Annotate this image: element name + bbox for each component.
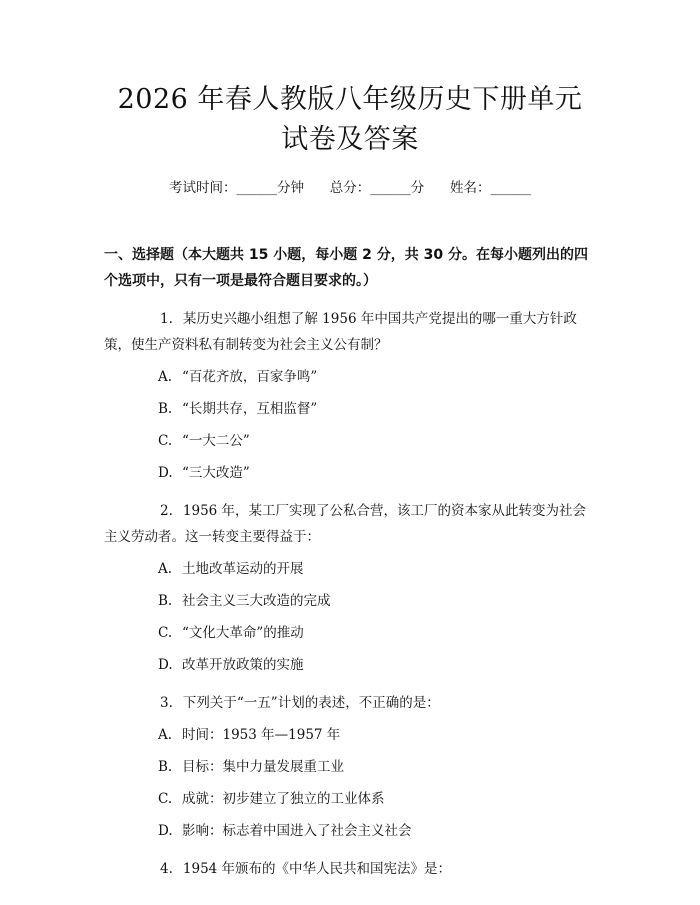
question-4 bbox=[104, 856, 596, 882]
question-2 bbox=[104, 498, 596, 678]
option-letter: B. bbox=[158, 593, 173, 609]
option-letter: C. bbox=[158, 625, 173, 641]
option-d bbox=[104, 652, 596, 678]
option-text: “文化大革命”的推动 bbox=[182, 625, 304, 641]
question-number: 3. bbox=[160, 695, 173, 711]
option-text: 影响：标志着中国进入了社会主义社会 bbox=[182, 823, 412, 839]
option-c bbox=[104, 620, 596, 646]
option-list bbox=[104, 556, 596, 678]
question-stem bbox=[104, 498, 596, 550]
option-text: “长期共存，互相监督” bbox=[182, 401, 318, 417]
question-number: 2. bbox=[160, 503, 173, 519]
option-letter: B. bbox=[158, 759, 173, 775]
question-stem bbox=[104, 690, 596, 716]
option-list bbox=[104, 364, 596, 486]
question-3 bbox=[104, 690, 596, 844]
option-b bbox=[104, 754, 596, 780]
option-letter: C. bbox=[158, 791, 173, 807]
option-letter: A. bbox=[158, 561, 173, 577]
question-text: 1956 年，某工厂实现了公私合营，该工厂的资本家从此转变为社会主义劳动者。这一转变主要得益于： bbox=[104, 503, 587, 545]
question-text: 下列关于“一五”计划的表述，不正确的是： bbox=[182, 695, 440, 711]
option-c bbox=[104, 428, 596, 454]
option-text: 土地改革运动的开展 bbox=[182, 561, 304, 577]
option-b bbox=[104, 396, 596, 422]
option-c bbox=[104, 786, 596, 812]
option-text: 时间：1953 年—1957 年 bbox=[182, 727, 341, 743]
question-stem bbox=[104, 306, 596, 358]
option-letter: D. bbox=[158, 657, 173, 673]
question-text: 某历史兴趣小组想了解 1956 年中国共产党提出的哪一重大方针政策，使生产资料私有制转变为社会主义公有制？ bbox=[104, 311, 577, 353]
option-text: 目标：集中力量发展重工业 bbox=[182, 759, 344, 775]
option-letter: A. bbox=[158, 369, 173, 385]
option-letter: C. bbox=[158, 433, 173, 449]
option-letter: D. bbox=[158, 823, 173, 839]
option-list bbox=[104, 722, 596, 844]
option-letter: B. bbox=[158, 401, 173, 417]
option-a bbox=[104, 364, 596, 390]
question-text: 1954 年颁布的《中华人民共和国宪法》是： bbox=[182, 861, 452, 877]
option-letter: D. bbox=[158, 465, 173, 481]
option-a bbox=[104, 722, 596, 748]
question-number: 4. bbox=[160, 861, 173, 877]
option-text: 成就：初步建立了独立的工业体系 bbox=[182, 791, 385, 807]
option-text: “三大改造” bbox=[182, 465, 250, 481]
question-1 bbox=[104, 306, 596, 486]
question-stem bbox=[104, 856, 596, 882]
option-text: “一大二公” bbox=[182, 433, 250, 449]
option-text: 社会主义三大改造的完成 bbox=[182, 593, 331, 609]
option-d bbox=[104, 460, 596, 486]
exam-info-line: 考试时间：______分钟 总分：______分 姓名：______ bbox=[169, 180, 531, 196]
document-title: 2026 年春人教版八年级历史下册单元试卷及答案 bbox=[117, 84, 583, 155]
option-text: 改革开放政策的实施 bbox=[182, 657, 304, 673]
option-b bbox=[104, 588, 596, 614]
option-text: “百花齐放，百家争鸣” bbox=[182, 369, 318, 385]
option-d bbox=[104, 818, 596, 844]
question-number: 1. bbox=[160, 311, 173, 327]
option-letter: A. bbox=[158, 727, 173, 743]
section-heading-multiple-choice: 一、选择题（本大题共 15 小题，每小题 2 分，共 30 分。在每小题列出的四个选项中，只有一项是最符合题目要求的。） bbox=[104, 247, 588, 289]
option-a bbox=[104, 556, 596, 582]
